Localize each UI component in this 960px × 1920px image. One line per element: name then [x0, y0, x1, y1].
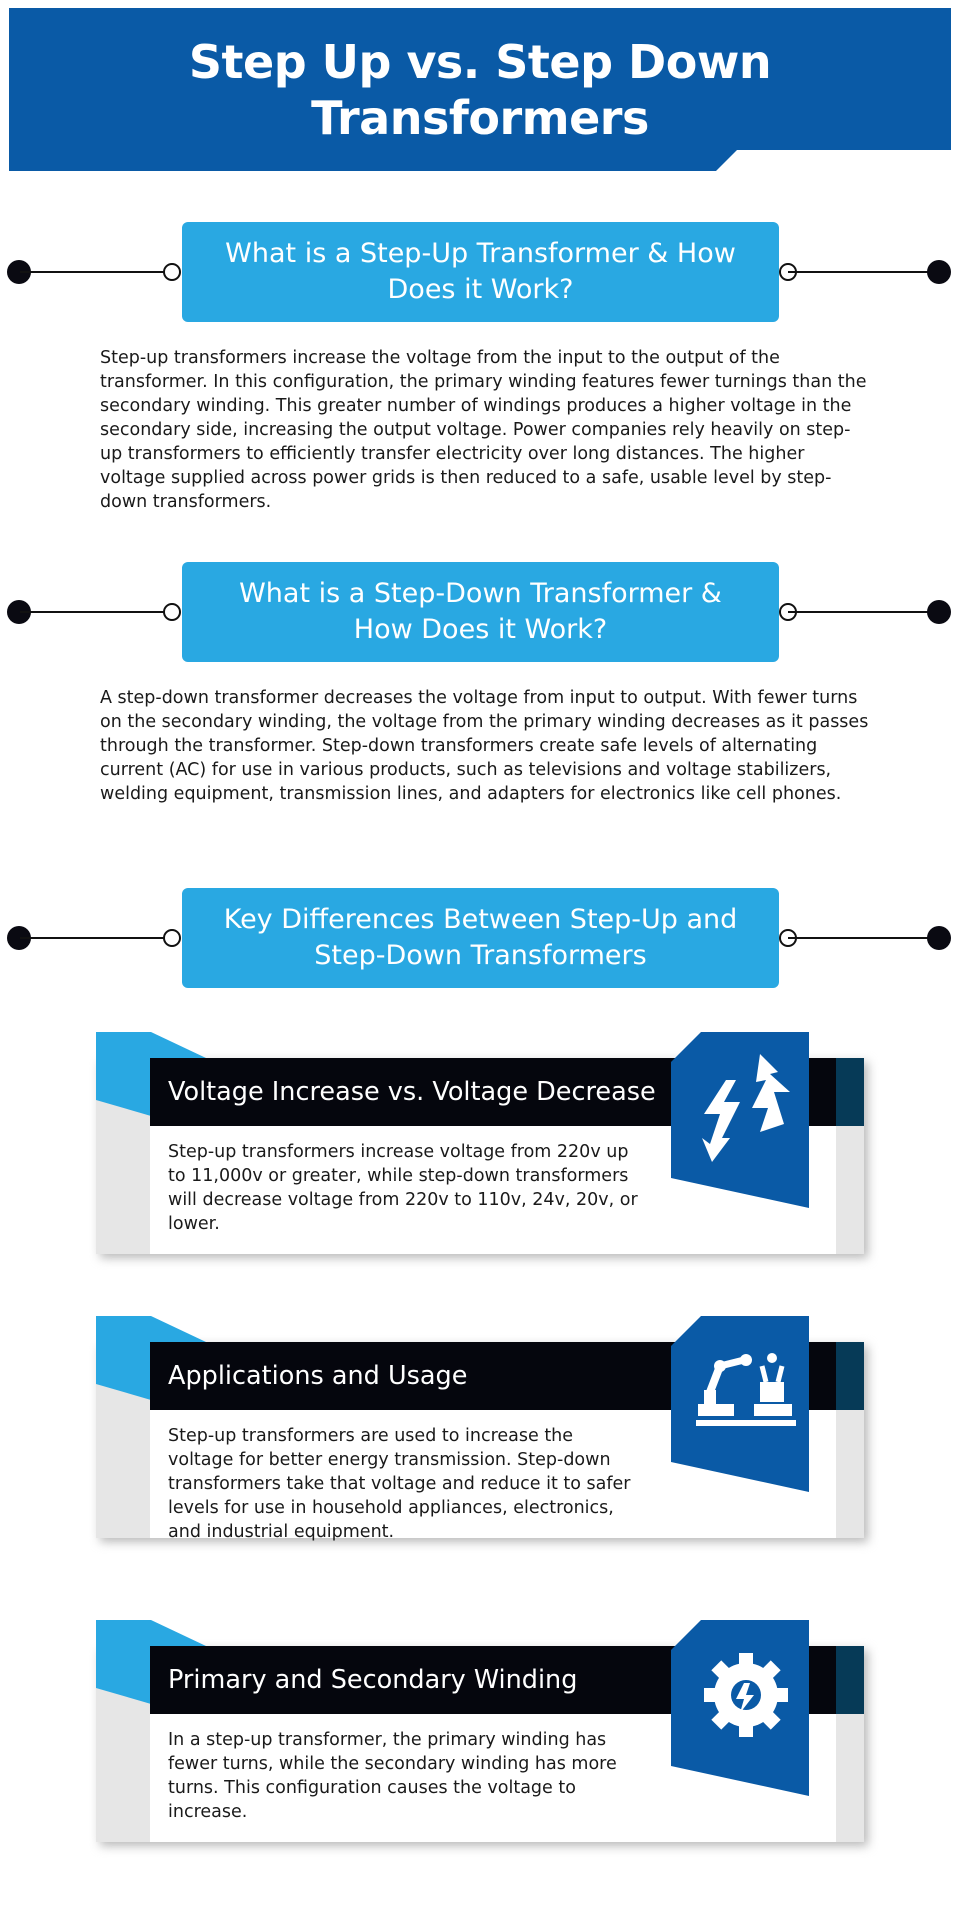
heading-text: What is a Step-Up Transformer & How Does it Work?	[225, 238, 736, 305]
card-title: Primary and Secondary Winding	[168, 1665, 578, 1695]
section-heading-step-down	[0, 562, 960, 662]
lightning-arrows-icon	[696, 1052, 796, 1162]
connector-ring-left	[163, 263, 181, 281]
step-down-paragraph: A step-down transformer decreases the voltage from input to output. With fewer turns on the secondary winding, the voltage from the primary winding decreases as it passes through the transformer. Step-down transformers create safe levels of alternating current (AC) for use in various products, such as televisions and voltage stabilizers, welding equipment, transmission lines, and adapters for electronics like cell phones.	[100, 688, 869, 804]
section-heading-step-up	[0, 222, 960, 322]
card-voltage	[96, 1032, 864, 1260]
card-title: Applications and Usage	[168, 1361, 468, 1391]
page-title: Step Up vs. Step Down Transformers	[188, 34, 772, 145]
card-title-bar-end	[836, 1342, 864, 1410]
connector-line-left	[20, 611, 172, 613]
card-text: In a step-up transformer, the primary winding has fewer turns, while the secondary winding has more turns. This configuration causes the voltage to increase.	[168, 1730, 617, 1822]
connector-line-left	[20, 937, 172, 939]
step-up-paragraph: Step-up transformers increase the voltage from the input to the output of the transformer. In this configuration, the primary winding features fewer turnings than the secondary winding. This greater number of windings produces a higher voltage in the secondary side, increasing the output voltage. Power companies rely heavily on step-up transformers to efficiently transfer electricity over long distances. The higher voltage supplied across power grids is then reduced to a safe, usable level by step-down transformers.	[100, 348, 867, 512]
card-title-bar-end	[836, 1058, 864, 1126]
card-title-bar-end	[836, 1646, 864, 1714]
card-text: Step-up transformers are used to increase the voltage for better energy transmission. Step-down transformers take that voltage and reduce it to safer levels for use in household appliances, electronics, and industrial equipment.	[168, 1426, 631, 1542]
heading-text: Key Differences Between Step-Up and Step-Down Transformers	[223, 904, 738, 971]
connector-line-left	[20, 271, 172, 273]
connector-line-right	[788, 271, 940, 273]
connector-line-right	[788, 611, 940, 613]
connector-dot-right	[927, 260, 951, 284]
card-winding	[96, 1620, 864, 1848]
connector-line-right	[788, 937, 940, 939]
heading-text: What is a Step-Down Transformer & How Does it Work?	[239, 578, 722, 645]
heading-pill	[182, 888, 779, 988]
robot-arms-icon	[696, 1336, 796, 1446]
connector-ring-left	[163, 929, 181, 947]
banner-notch	[737, 150, 951, 172]
connector-ring-left	[163, 603, 181, 621]
heading-pill	[182, 222, 779, 322]
section-heading-key-differences	[0, 888, 960, 988]
connector-dot-right	[927, 600, 951, 624]
banner-notch-triangle	[715, 150, 759, 172]
card-applications	[96, 1316, 864, 1544]
card-text: Step-up transformers increase voltage from 220v up to 11,000v or greater, while step-down transformers will decrease voltage from 220v to 110v, 24v, 20v, or lower.	[168, 1142, 638, 1234]
header-banner	[9, 8, 951, 171]
connector-dot-right	[927, 926, 951, 950]
gear-lightning-icon	[696, 1640, 796, 1750]
card-title: Voltage Increase vs. Voltage Decrease	[168, 1077, 656, 1107]
heading-pill	[182, 562, 779, 662]
